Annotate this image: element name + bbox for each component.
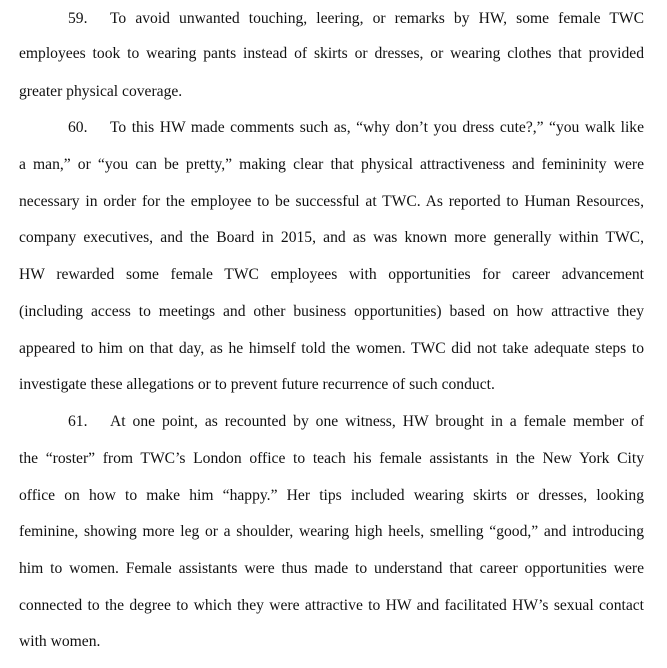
- paragraph-61-line-2: the “roster” from TWC’s London office to teach his female assistants in the New York City: [19, 450, 644, 467]
- paragraph-59-line-1: [19, 8, 644, 30]
- paragraph-60-line-6: (including access to meetings and other business opportunities) based on how attractive they: [19, 303, 644, 320]
- paragraph-60-line-3: necessary in order for the employee to be successful at TWC. As reported to Human Resources,: [19, 193, 644, 210]
- paragraph-59-line-2: employees took to wearing pants instead of skirts or dresses, or wearing clothes that provided: [19, 45, 644, 62]
- paragraph-60-line-7: appeared to him on that day, as he himself told the women. TWC did not take adequate steps to: [19, 340, 644, 357]
- paragraph-61-line-7: with women.: [19, 633, 101, 650]
- paragraph-59-line-3: greater physical coverage.: [19, 83, 183, 100]
- paragraph-text: At one point, as recounted by one witness, HW brought in a female member of: [110, 413, 644, 430]
- paragraph-61-line-5: him to women. Female assistants were thus made to understand that career opportunities were: [19, 560, 644, 577]
- paragraph-61-line-3: office on how to make him “happy.” Her tips included wearing skirts or dresses, looking: [19, 487, 644, 504]
- paragraph-number: 59.: [68, 10, 88, 27]
- paragraph-number: 60.: [68, 119, 88, 136]
- paragraph-61-line-1: [19, 411, 644, 433]
- paragraph-60-line-1: [19, 117, 644, 139]
- paragraph-text: To this HW made comments such as, “why don’t you dress cute?,” “you walk like: [110, 119, 644, 136]
- paragraph-60-line-5: HW rewarded some female TWC employees with opportunities for career advancement: [19, 266, 644, 283]
- paragraph-60-line-2: a man,” or “you can be pretty,” making clear that physical attractiveness and femininity were: [19, 156, 644, 173]
- paragraph-61-line-4: feminine, showing more leg or a shoulder, wearing high heels, smelling “good,” and introducing: [19, 523, 644, 540]
- paragraph-61-line-6: connected to the degree to which they were attractive to HW and facilitated HW’s sexual contact: [19, 597, 644, 614]
- paragraph-60-line-4: company executives, and the Board in 2015, and as was known more generally within TWC,: [19, 229, 644, 246]
- paragraph-text: To avoid unwanted touching, leering, or remarks by HW, some female TWC: [110, 10, 644, 27]
- paragraph-number: 61.: [68, 413, 88, 430]
- paragraph-60-line-8: investigate these allegations or to prevent future recurrence of such conduct.: [19, 376, 495, 393]
